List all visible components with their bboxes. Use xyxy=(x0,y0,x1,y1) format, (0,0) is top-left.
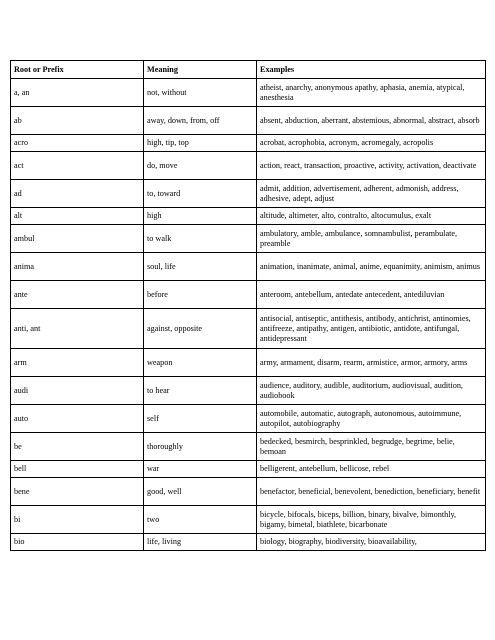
root-cell: arm xyxy=(11,349,144,377)
table-row xyxy=(11,534,486,551)
table-row xyxy=(11,309,486,349)
examples-cell: altitude, altimeter, alto, contralto, altocumulus, exalt xyxy=(257,208,486,225)
meaning-cell: away, down, from, off xyxy=(144,107,257,135)
root-cell: acro xyxy=(11,135,144,152)
table-row xyxy=(11,107,486,135)
root-cell: bene xyxy=(11,478,144,506)
table-row xyxy=(11,377,486,405)
header-examples: Examples xyxy=(257,61,486,79)
examples-cell: ambulatory, amble, ambulance, somnambulist, perambulate, preamble xyxy=(257,225,486,253)
root-cell: ab xyxy=(11,107,144,135)
table-row xyxy=(11,180,486,208)
meaning-cell: good, well xyxy=(144,478,257,506)
examples-cell: acrobat, acrophobia, acronym, acromegaly, acropolis xyxy=(257,135,486,152)
root-cell: anti, ant xyxy=(11,309,144,349)
root-cell: audi xyxy=(11,377,144,405)
table-row xyxy=(11,79,486,107)
examples-cell: army, armament, disarm, rearm, armistice, armor, armory, arms xyxy=(257,349,486,377)
meaning-cell: do, move xyxy=(144,152,257,180)
examples-cell: bicycle, bifocals, biceps, billion, binary, bivalve, bimonthly, bigamy, bimetal, biathlete, bicarbonate xyxy=(257,506,486,534)
root-cell: act xyxy=(11,152,144,180)
examples-cell: absent, abduction, aberrant, abstemious, abnormal, abstract, absorb xyxy=(257,107,486,135)
meaning-cell: soul, life xyxy=(144,253,257,281)
table-row xyxy=(11,152,486,180)
examples-cell: animation, inanimate, animal, anime, equanimity, animism, animus xyxy=(257,253,486,281)
table-row xyxy=(11,281,486,309)
root-cell: bio xyxy=(11,534,144,551)
meaning-cell: to, toward xyxy=(144,180,257,208)
table-header xyxy=(11,61,486,79)
root-cell: anima xyxy=(11,253,144,281)
meaning-cell: thoroughly xyxy=(144,433,257,461)
examples-cell: admit, addition, advertisement, adherent, admonish, address, adhesive, adept, adjust xyxy=(257,180,486,208)
examples-cell: biology, biography, biodiversity, bioavailability, xyxy=(257,534,486,551)
examples-cell: action, react, transaction, proactive, activity, activation, deactivate xyxy=(257,152,486,180)
table-body xyxy=(11,79,486,551)
root-cell: be xyxy=(11,433,144,461)
examples-cell: bedecked, besmirch, besprinkled, begrudge, begrime, belie, bemoan xyxy=(257,433,486,461)
root-cell: alt xyxy=(11,208,144,225)
meaning-cell: to hear xyxy=(144,377,257,405)
examples-cell: audience, auditory, audible, auditorium, audiovisual, audition, audiobook xyxy=(257,377,486,405)
root-cell: bell xyxy=(11,461,144,478)
table-row xyxy=(11,478,486,506)
meaning-cell: self xyxy=(144,405,257,433)
meaning-cell: high xyxy=(144,208,257,225)
table-row xyxy=(11,253,486,281)
meaning-cell: to walk xyxy=(144,225,257,253)
meaning-cell: war xyxy=(144,461,257,478)
meaning-cell: two xyxy=(144,506,257,534)
header-meaning: Meaning xyxy=(144,61,257,79)
roots-table xyxy=(10,60,486,551)
table-row xyxy=(11,433,486,461)
table-row xyxy=(11,135,486,152)
root-cell: ambul xyxy=(11,225,144,253)
meaning-cell: not, without xyxy=(144,79,257,107)
table-row xyxy=(11,506,486,534)
root-cell: auto xyxy=(11,405,144,433)
table-row xyxy=(11,225,486,253)
meaning-cell: high, tip, top xyxy=(144,135,257,152)
table-row xyxy=(11,208,486,225)
root-cell: bi xyxy=(11,506,144,534)
meaning-cell: before xyxy=(144,281,257,309)
table-row xyxy=(11,349,486,377)
examples-cell: anteroom, antebellum, antedate antecedent, antediluvian xyxy=(257,281,486,309)
table-row xyxy=(11,461,486,478)
table-header-row xyxy=(11,61,486,79)
meaning-cell: weapon xyxy=(144,349,257,377)
examples-cell: belligerent, antebellum, bellicose, rebel xyxy=(257,461,486,478)
root-cell: ad xyxy=(11,180,144,208)
examples-cell: atheist, anarchy, anonymous apathy, aphasia, anemia, atypical, anesthesia xyxy=(257,79,486,107)
meaning-cell: against, opposite xyxy=(144,309,257,349)
root-cell: a, an xyxy=(11,79,144,107)
table-row xyxy=(11,405,486,433)
root-cell: ante xyxy=(11,281,144,309)
header-root: Root or Prefix xyxy=(11,61,144,79)
examples-cell: automobile, automatic, autograph, autonomous, autoimmune, autopilot, autobiography xyxy=(257,405,486,433)
examples-cell: antisocial, antiseptic, antithesis, antibody, antichrist, antinomies, antifreeze, antipathy, antigen, antibiotic, antidote, antifungal, antidepressant xyxy=(257,309,486,349)
meaning-cell: life, living xyxy=(144,534,257,551)
examples-cell: benefactor, beneficial, benevolent, benediction, beneficiary, benefit xyxy=(257,478,486,506)
